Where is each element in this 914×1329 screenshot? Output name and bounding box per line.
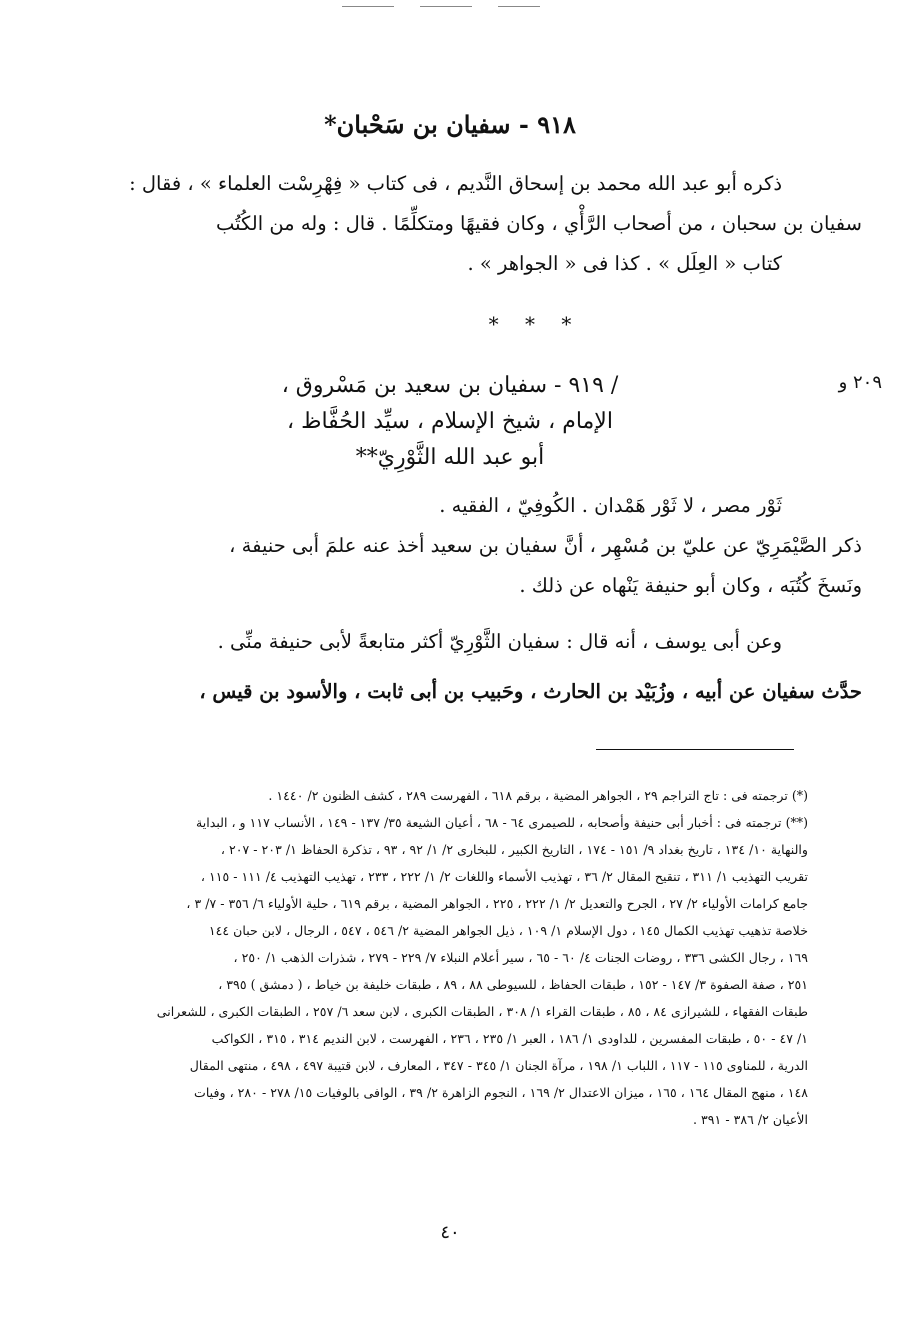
footnote-line: والنهاية ١٠/ ١٣٤ ، تاريخ بغداد ٩/ ١٥١ - ١٧٤ ، التاريخ الكبير ، للبخارى ٢/ ١/ ٩٢ ، ٩٣ ، تذكرة الحفاظ ١/ ٢٠٣ - ٢٠٧ ، (220, 842, 808, 857)
margin-folio-reference: ٢٠٩ و (838, 372, 882, 393)
entry-918-line-2: سفيان بن سحبان ، من أصحاب الرَّأْي ، وكان فقيهًا ومتكلِّمًا . قال : وله من الكُتُب (215, 212, 862, 235)
entry-919-line-4: وعن أبى يوسف ، أنه قال : سفيان الثَّوْرِيّ أكثر متابعةً لأبى حنيفة منِّى . (217, 630, 782, 653)
entry-919-line-2: ذكر الصَّيْمَرِيّ عن عليّ بن مُسْهِر ، أنَّ سفيان بن سعيد أخذ عنه علمَ أبى حنيفة ، (229, 534, 862, 557)
entry-918-line-3: كتاب « العِلَل » . كذا فى « الجواهر » . (467, 252, 782, 275)
page-number: ٤٠ (440, 1222, 460, 1243)
section-separator-stars: * * * (488, 312, 582, 336)
footnote-line: ١٤٨ ، منهج المقال ١٦٤ ، ١٦٥ ، ميزان الاعتدال ٢/ ١٦٩ ، النجوم الزاهرة ٢/ ٣٩ ، الوافى بالوفيات ١٥/ ٢٧٨ - ٢٨٠ ، وفيات (193, 1085, 808, 1100)
footnote-line: الدرية ، للمناوى ١١٥ - ١١٧ ، اللباب ١/ ١٩٨ ، مرآة الجنان ١/ ٣٤٥ - ٣٤٧ ، المعارف ، لابن قتيبة ٤٩٧ ، ٤٩٨ ، منتهى المقال (189, 1058, 808, 1073)
footnote-line: ١/ ٤٧ - ٥٠ ، طبقات المفسرين ، للداودى ١/ ١٨٦ ، العبر ١/ ٢٣٥ ، ٢٣٦ ، الفهرست ، لابن النديم ٣١٤ ، ٣١٥ ، الكواكب (211, 1031, 808, 1046)
footnote-line: جامع كرامات الأولياء ٢/ ٢٧ ، الجرح والتعديل ٢/ ١/ ٢٢٢ ، ٢٢٥ ، الجواهر المضية ، برقم ٦١٩ ، حلية الأولياء ٦/ ٣٥٦ - ٧/ ٣ ، (186, 896, 808, 911)
footnote-line: طبقات الفقهاء ، للشيرازى ٨٤ ، ٨٥ ، طبقات القراء ١/ ٣٠٨ ، الطبقات الكبرى ، لابن سعد ٦/ ٢٥٧ ، الطبقات الكبرى ، للشعرانى (156, 1004, 808, 1019)
footnote-line: (*) ترجمته فى : تاج التراجم ٢٩ ، الجواهر المضية ، برقم ٦١٨ ، الفهرست ٢٨٩ ، كشف الظنون ٢/ ١٤٤٠ . (268, 788, 808, 803)
entry-918-heading: ٩١٨ - سفيان بن سَحْبان* (324, 110, 576, 139)
entry-919-heading-line-3: أبو عبد الله الثَّوْرِيّ** (355, 445, 545, 470)
footnote-line: ٢٥١ ، صفة الصفوة ٣/ ١٤٧ - ١٥٢ ، طبقات الحفاظ ، للسيوطى ٨٨ ، ٨٩ ، طبقات خليفة بن خياط ، ( دمشق ) ٣٩٥ ، (218, 977, 808, 992)
entry-919-line-3: ونَسخَ كُتُبَه ، وكان أبو حنيفة يَنْهاه عن ذلك . (519, 574, 862, 597)
entry-919-heading (100, 368, 800, 476)
entry-918-line-1: ذكره أبو عبد الله محمد بن إسحاق النَّديم ، فى كتاب « فِهْرِسْت العلماء » ، فقال : (129, 172, 782, 195)
footnote-line: خلاصة تذهيب تهذيب الكمال ١٤٥ ، دول الإسلام ١/ ١٠٩ ، ذيل الجواهر المضية ٢/ ٥٤٦ ، ٥٤٧ ، الرجال ، لابن حبان ١٤٤ (208, 923, 808, 938)
footnote-line: تقريب التهذيب ١/ ٣١١ ، تنقيح المقال ٢/ ٣٦ ، تهذيب الأسماء واللغات ٢/ ١/ ٢٢٢ ، ٢٣٣ ، تهذيب التهذيب ٤/ ١١١ - ١١٥ ، (200, 869, 808, 884)
top-rule-2 (420, 6, 472, 7)
footnote-line: (**) ترجمته فى : أخبار أبى حنيفة وأصحابه ، للصيمرى ٦٤ - ٦٨ ، أعيان الشيعة ٣٥/ ١٣٧ - ١٤٩ ، الأنساب ١١٧ و ، البداية (195, 815, 808, 830)
footnote-separator (596, 749, 794, 750)
top-rule-1 (342, 6, 394, 7)
entry-919-line-5: حدَّث سفيان عن أبيه ، وزُبَيْد بن الحارث ، وحَبيب بن أبى ثابت ، والأسود بن قيس ، (199, 680, 862, 703)
top-rule-3 (498, 6, 540, 7)
entry-919-heading-line-1: / ٩١٩ - سفيان بن سعيد بن مَسْروق ، (281, 373, 619, 398)
footnote-line: ١٦٩ ، رجال الكشى ٣٣٦ ، روضات الجنات ٤/ ٦٠ - ٦٥ ، سير أعلام النبلاء ٧/ ٢٢٩ - ٢٧٩ ، شذرات الذهب ١/ ٢٥٠ ، (233, 950, 808, 965)
footnote-line: الأعيان ٢/ ٣٨٦ - ٣٩١ . (693, 1112, 808, 1127)
entry-919-heading-line-2: الإمام ، شيخ الإسلام ، سيِّد الحُفَّاظ ، (287, 409, 613, 434)
entry-919-line-1: ثَوْر مصر ، لا ثَوْر هَمْدان . الكُوفِيّ ، الفقيه . (439, 494, 782, 517)
